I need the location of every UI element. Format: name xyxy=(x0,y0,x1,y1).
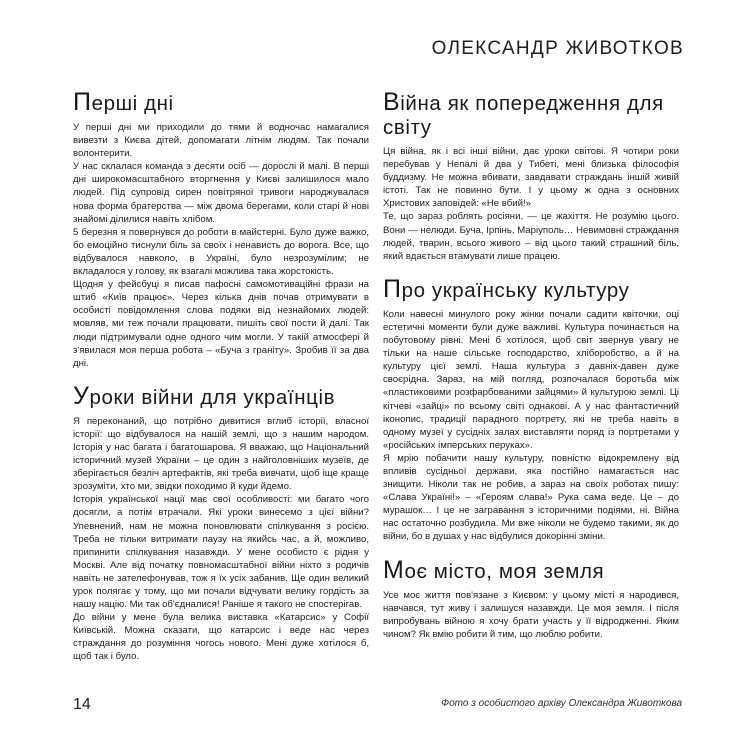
section-first-days xyxy=(73,90,369,370)
section-war-warning xyxy=(383,90,679,263)
section-title: Про українську культуру xyxy=(383,274,630,303)
photo-caption: Фото з особистого архіву Олександра Животкова xyxy=(441,698,682,709)
paragraph: У перші дні ми приходили до тями й водночас намагалися вивезти з Києва дітей, допомагати літнім людям. Так почали волонтерити. xyxy=(73,122,369,160)
paragraph: Щодня у фейсбуці я писав пафосні самомотиваційні фрази на штиб «Київ працює». Через кілька днів почав отримувати в особисті повідомлення слова подяки від незнайомих людей: мовляв, ми теж почали працювати, пишіть свої пости й далі. Так люди підтримували одне одного чим могли. У такій атмосфері й з'явилася моя перша робота – «Буча з граніту». Зробив її за два дні. xyxy=(73,279,369,369)
paragraph: Я переконаний, що потрібно дивитися вглиб історії, власної історії: що відбувалося на нашій землі, що з нашим народом. Історія у нас багата і багатошарова. Я вважаю, що Національний історичний музей України – це один з найголовніших музеїв, де зберігається безліч артефактів, які треба вивчати, щоб іще краще зрозуміти, хто ми, звідки походимо й куди йдемо. xyxy=(73,415,369,493)
paragraph: Я мрію побачити нашу культуру, повністю відокремлену від впливів сусідньої держави, яка постійно намагається нас знищити. Ніколи так не робив, а зараз на своїх роботах пишу: «Слава Україні!» – «Героям слава!» Рука сама веде. Це – до мурашок… І це не загравання з історичними подіями, ні. Війна нас остаточно розбудила. Ми вже ніколи не будемо такими, як до війни, бо в душах у нас відбулися докорінні зміни. xyxy=(383,452,679,543)
paragraph: Коли навесні минулого року жінки почали садити квіточки, оці естетичні моменти були дуже важливі. Культура починається на побутовому рівні. Мені б хотілося, щоб світ звернув увагу не тільки на наше сільське господарство, хліборобство, а й на культуру цієї землі. Наша культура з давніх-давен дуже своєрідна. Зараз, на мій погляд, розпочалася боротьба між «пластиковими розфарбованими зайцями» й культурою землі. Ці кітчеві «зайці» по всьому світі однакові. А у нас фантастичний іконопис, традиції парадного портрету, які не треба навіть в одному музеї у сусідніх залах виставляти поряд із портретами у «російських імперських перуках». xyxy=(383,308,679,451)
section-title: Війна як попередження для світу xyxy=(383,88,664,139)
paragraph: 5 березня я повернувся до роботи в майстерні. Було дуже важко, бо емоційно тиснули біль за своїх і ненависть до ворога. Все, що відбувалося навколо, в Україні, було незрозумілим; не вкладалося у голову, як взагалі можлива така жорстокість. xyxy=(73,226,369,278)
right-column xyxy=(383,90,679,655)
paragraph: У нас склалася команда з десяти осіб — дорослі й малі. В перші дні широкомасштабного вторгнення у Києві залишилося мало людей. Під супровід сирен повітряної тривоги народжувалася нова форма братерства — між двома берегами, коли старі й нові знайомі ділилися навіть хлібом. xyxy=(73,161,369,225)
paragraph: Усе моє життя пов'язане з Києвом: у цьому місті я народився, навчався, тут живу і залишуся назавжди. Це моя земля. І після випробувань війною я хочу брати участь у її відродженні. Яким чином? Як вмію робити й тим, що люблю робити. xyxy=(383,589,679,640)
section-war-lessons xyxy=(73,381,369,664)
section-my-city xyxy=(383,555,679,641)
section-title: Моє місто, моя земля xyxy=(383,555,605,584)
paragraph: Те, що зараз роблять росіяни, — це жахіття. Не розумію цього. Вони — нелюди. Буча, Ірпінь, Маріуполь… Невимовні страждання людей, тварин, всього живого – від цього такий страшний біль, який вдається втамувати лише працею. xyxy=(383,211,679,262)
page-number: 14 xyxy=(73,696,91,713)
paragraph: Історія української нації має свої особливості: ми багато чого досягли, а потім втрачали. Які уроки винесемо з цієї війни? Упевнений, нам не можна поновлювати спілкування з росією. Треба не тільки витримати паузу на якийсь час, а й, можливо, припинити спілкування назавжди. У мене особисто є рідня у Москві. Але від початку повномасштабної війни ніхто з родичів навіть не зателефонував, тож я їх усіх забанив. Ще один великий урок полягає у тому, що ми почали відчувати велику гордість за нашу націю. Ми так об'єдналися! Раніше я такого не спостерігав. xyxy=(73,494,369,611)
paragraph: До війни у мене була велика виставка «Катарсис» у Софії Київській. Можна сказати, що катарсис і веде нас через страждання до розуміння чогось нового. Мені дуже хотілося б, щоб так і було. xyxy=(73,612,369,663)
paragraph: Ця війна, як і всі інші війни, дає уроки світові. Я чотири роки перебував у Непалі й два у Тибеті, мені близька філософія буддизму. Не можна вбивати, завдавати страждань іншій живій істоті. Так не повинно бути. І у цьому ж одна з основних Христових заповідей: «Не вбий!» xyxy=(383,146,679,210)
section-title: Уроки війни для українців xyxy=(73,381,336,410)
section-title: Перші дні xyxy=(73,88,174,116)
section-ukrainian-culture xyxy=(383,274,679,544)
left-column xyxy=(73,90,369,678)
author-name: ОЛЕКСАНДР ЖИВОТКОВ xyxy=(431,38,684,59)
